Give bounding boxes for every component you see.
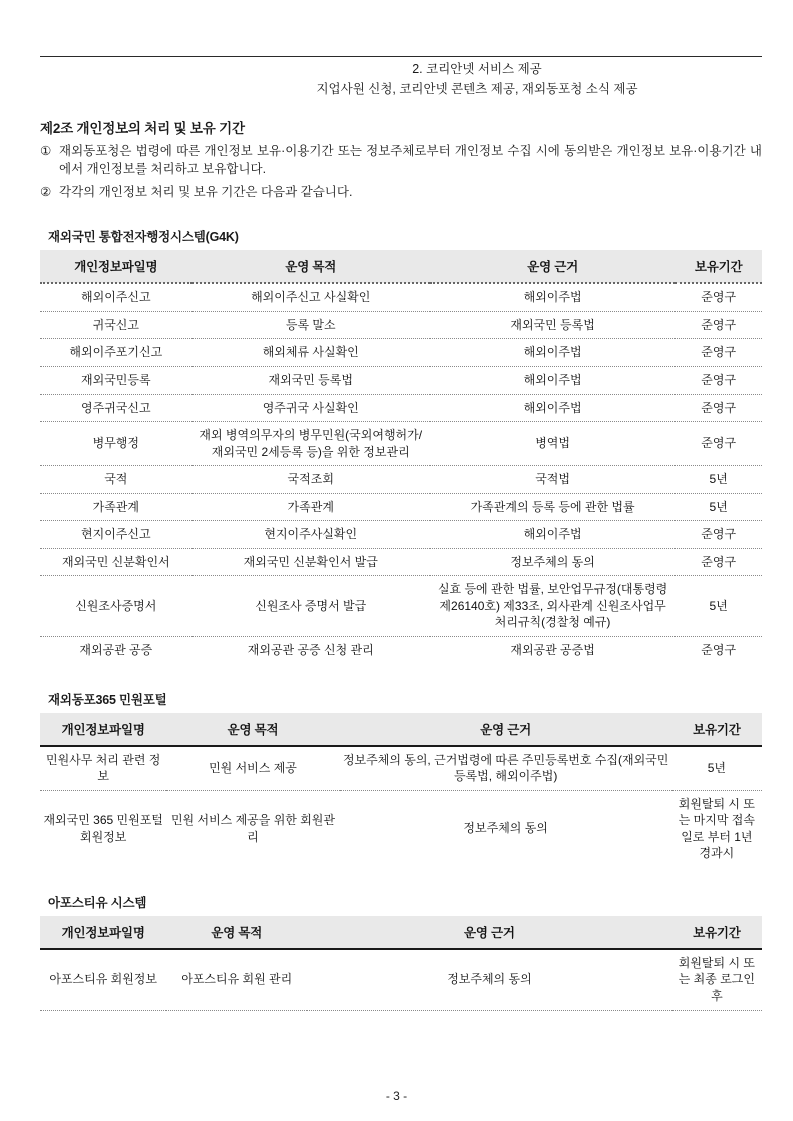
- cell-file-name: 민원사무 처리 관련 정보: [40, 746, 166, 791]
- table-row: [40, 283, 762, 311]
- table-header-row: [40, 250, 762, 283]
- cell-file-name: 해외이주포기신고: [40, 339, 192, 367]
- column-header: 보유기간: [672, 713, 762, 746]
- table-section-g4k: [40, 227, 762, 663]
- cell-purpose: 재외공관 공증 신청 관리: [192, 637, 430, 664]
- page-number: - 3 -: [385, 1089, 408, 1103]
- cell-basis: 실효 등에 관한 법률, 보안업무규정(대통령령 제26140호) 제33조, 외사관계 신원조사업무 처리규칙(경찰청 예규): [430, 576, 675, 637]
- cell-retention: 5년: [672, 746, 762, 791]
- top-divider: [40, 56, 762, 57]
- table-section-minwon365: [40, 690, 762, 867]
- cell-file-name: 영주귀국신고: [40, 394, 192, 422]
- cell-basis: 재외공관 공증법: [430, 637, 675, 664]
- column-header: 보유기간: [675, 250, 762, 283]
- table-row: [40, 311, 762, 339]
- cell-purpose: 해외이주신고 사실확인: [192, 283, 430, 311]
- table-row: [40, 576, 762, 637]
- cell-purpose: 신원조사 증명서 발급: [192, 576, 430, 637]
- cell-basis: 병역법: [430, 422, 675, 466]
- cell-retention: 준영구: [675, 422, 762, 466]
- table-row: [40, 339, 762, 367]
- cell-retention: 준영구: [675, 283, 762, 311]
- page-content: [40, 56, 762, 1011]
- cell-file-name: 재외국민등록: [40, 367, 192, 395]
- cell-purpose: 영주귀국 사실확인: [192, 394, 430, 422]
- cell-basis: 해외이주법: [430, 283, 675, 311]
- table-row: [40, 521, 762, 549]
- cell-purpose: 재외국민 등록법: [192, 367, 430, 395]
- cell-purpose: 재외국민 신분확인서 발급: [192, 548, 430, 576]
- table-row: [40, 466, 762, 494]
- cell-basis: 국적법: [430, 466, 675, 494]
- cell-file-name: 해외이주신고: [40, 283, 192, 311]
- fragment-line-2: 지업사원 신청, 코리안넷 콘텐츠 제공, 재외동포청 소식 제공: [316, 82, 638, 96]
- table-g4k: [40, 250, 762, 663]
- table-row: [40, 422, 762, 466]
- cell-purpose: 해외체류 사실확인: [192, 339, 430, 367]
- column-header: 운영 근거: [307, 916, 672, 949]
- cell-file-name: 귀국신고: [40, 311, 192, 339]
- cell-file-name: 아포스티유 회원정보: [40, 949, 166, 1010]
- article-title: 제2조 개인정보의 처리 및 보유 기간: [40, 121, 245, 136]
- clause-1-text: 재외동포청은 법령에 따른 개인정보 보유·이용기간 또는 정보주체로부터 개인정보 수집 시에 동의받은 개인정보 보유·이용기간 내에서 개인정보를 처리하고 보유합니다.: [59, 144, 762, 177]
- previous-table-fragment: [40, 59, 762, 99]
- cell-basis: 재외국민 등록법: [430, 311, 675, 339]
- clause-2-marker: ②: [40, 185, 52, 200]
- table-row: [40, 548, 762, 576]
- cell-file-name: 재외국민 신분확인서: [40, 548, 192, 576]
- table-minwon365: [40, 713, 762, 867]
- cell-purpose: 민원 서비스 제공을 위한 회원관리: [166, 790, 339, 867]
- cell-purpose: 국적조회: [192, 466, 430, 494]
- cell-file-name: 병무행정: [40, 422, 192, 466]
- column-header: 운영 근거: [430, 250, 675, 283]
- table-apostille: [40, 916, 762, 1011]
- cell-retention: 준영구: [675, 548, 762, 576]
- cell-file-name: 현지이주신고: [40, 521, 192, 549]
- column-header: 운영 근거: [340, 713, 672, 746]
- column-header: 개인정보파일명: [40, 713, 166, 746]
- cell-retention: 준영구: [675, 367, 762, 395]
- table-title-minwon365: 재외동포365 민원포털: [48, 692, 167, 707]
- column-header: 개인정보파일명: [40, 250, 192, 283]
- table-header-row: [40, 916, 762, 949]
- table-row: [40, 746, 762, 791]
- cell-file-name: 신원조사증명서: [40, 576, 192, 637]
- cell-retention: 준영구: [675, 637, 762, 664]
- clause-2-text: 각각의 개인정보 처리 및 보유 기간은 다음과 같습니다.: [59, 185, 353, 200]
- cell-basis: 해외이주법: [430, 339, 675, 367]
- cell-basis: 해외이주법: [430, 521, 675, 549]
- column-header: 운영 목적: [166, 713, 339, 746]
- table-row: [40, 949, 762, 1010]
- cell-retention: 준영구: [675, 394, 762, 422]
- cell-basis: 정보주체의 동의: [430, 548, 675, 576]
- table-row: [40, 394, 762, 422]
- cell-file-name: 가족관계: [40, 493, 192, 521]
- clause-1: [40, 142, 762, 178]
- clause-2: [40, 183, 762, 201]
- cell-basis: 해외이주법: [430, 367, 675, 395]
- table-title-g4k: 재외국민 통합전자행정시스템(G4K): [48, 230, 239, 245]
- table-section-apostille: [40, 893, 762, 1011]
- table-row: [40, 790, 762, 867]
- table-header-row: [40, 713, 762, 746]
- cell-retention: 5년: [675, 493, 762, 521]
- cell-retention: 준영구: [675, 311, 762, 339]
- cell-retention: 회원탈퇴 시 또는 마지막 접속일로 부터 1년 경과시: [672, 790, 762, 867]
- column-header: 개인정보파일명: [40, 916, 166, 949]
- cell-file-name: 재외국민 365 민원포털 회원정보: [40, 790, 166, 867]
- cell-purpose: 민원 서비스 제공: [166, 746, 339, 791]
- table-row: [40, 493, 762, 521]
- cell-retention: 5년: [675, 466, 762, 494]
- cell-basis: 해외이주법: [430, 394, 675, 422]
- cell-file-name: 재외공관 공증: [40, 637, 192, 664]
- clause-1-marker: ①: [40, 144, 52, 158]
- cell-purpose: 재외 병역의무자의 병무민원(국외여행허가/ 재외국민 2세등록 등)을 위한 정보관리: [192, 422, 430, 466]
- table-title-apostille: 아포스티유 시스템: [48, 895, 147, 910]
- table-row: [40, 637, 762, 664]
- column-header: 보유기간: [672, 916, 762, 949]
- cell-retention: 준영구: [675, 521, 762, 549]
- cell-basis: 정보주체의 동의: [307, 949, 672, 1010]
- cell-basis: 정보주체의 동의, 근거법령에 따른 주민등록번호 수집(재외국민 등록법, 해외이주법): [340, 746, 672, 791]
- cell-purpose: 가족관계: [192, 493, 430, 521]
- table-row: [40, 367, 762, 395]
- cell-basis: 가족관계의 등록 등에 관한 법률: [430, 493, 675, 521]
- cell-retention: 5년: [675, 576, 762, 637]
- cell-purpose: 아포스티유 회원 관리: [166, 949, 307, 1010]
- cell-basis: 정보주체의 동의: [340, 790, 672, 867]
- column-header: 운영 목적: [192, 250, 430, 283]
- column-header: 운영 목적: [166, 916, 307, 949]
- cell-purpose: 현지이주사실확인: [192, 521, 430, 549]
- cell-file-name: 국적: [40, 466, 192, 494]
- cell-retention: 준영구: [675, 339, 762, 367]
- cell-retention: 회원탈퇴 시 또는 최종 로그인 후: [672, 949, 762, 1010]
- cell-purpose: 등록 말소: [192, 311, 430, 339]
- fragment-line-1: 2. 코리안넷 서비스 제공: [412, 62, 542, 76]
